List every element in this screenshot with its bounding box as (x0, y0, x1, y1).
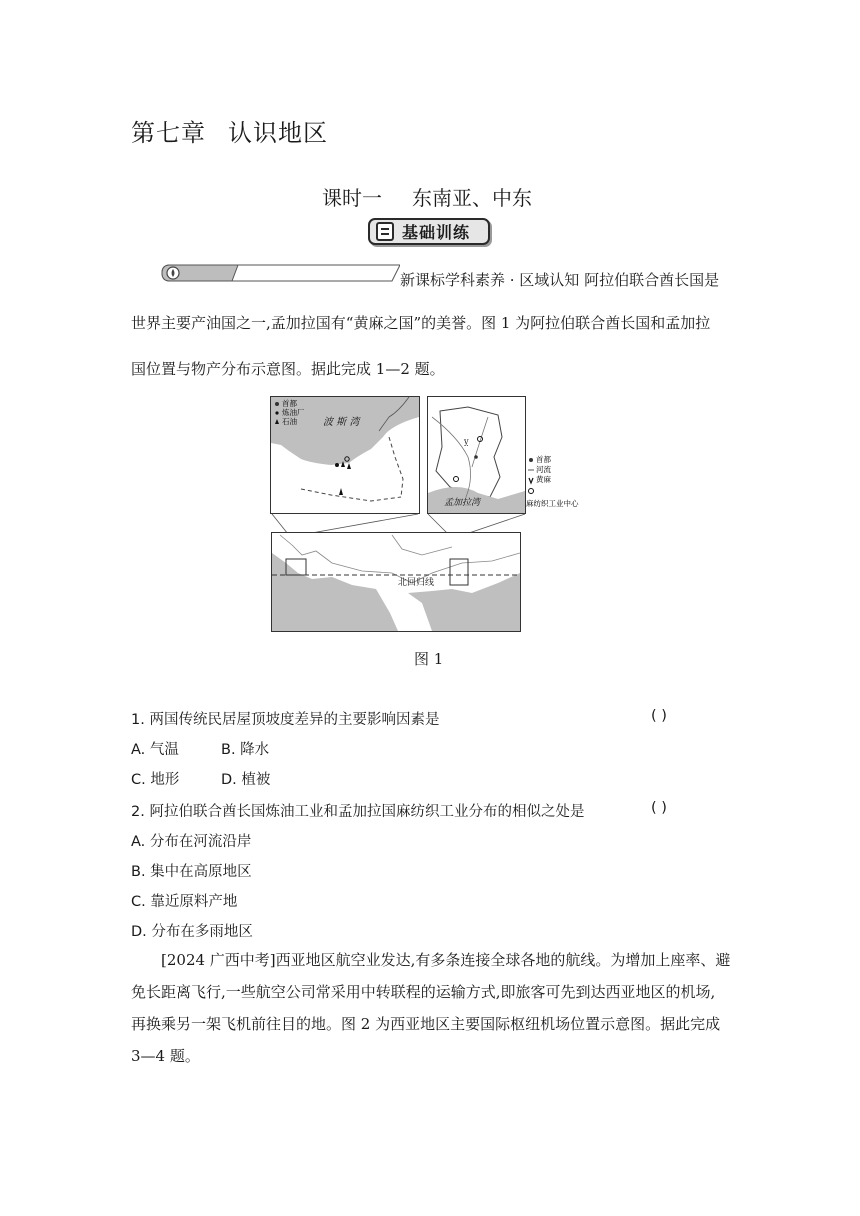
question2-option-c[interactable]: C. 靠近原料产地 (131, 894, 238, 910)
question1-option-c[interactable]: C. 地形 (131, 772, 180, 788)
overview-map (271, 532, 521, 632)
legend-jute: 黄麻 (536, 475, 551, 484)
intro2-line4: 3—4 题。 (131, 1047, 200, 1065)
svg-text:ỵ: ỵ (464, 437, 469, 446)
legend-river: 河流 (536, 465, 551, 474)
bangladesh-inset-map (427, 396, 526, 514)
question2-option-a[interactable]: A. 分布在河流沿岸 (131, 834, 252, 850)
lesson-title: 东南亚、中东 (412, 186, 532, 210)
tropic-label: 北回归线 (398, 578, 435, 588)
figure1-caption: 图 1 (414, 650, 444, 668)
intro1-line1: 新课标学科素养 · 区域认知 阿拉伯联合酋长国是 (400, 271, 720, 289)
legend-capital-bd: 首都 (536, 455, 551, 464)
chapter-heading (131, 113, 328, 148)
capital-legend-icon (529, 458, 533, 462)
chapter-title: 认识地区 (228, 119, 328, 147)
question2-answer-blank: ( ) (651, 800, 667, 816)
intro2-line1: [2024 广西中考]西亚地区航空业发达,有多条连接全球各地的航线。为增加上座率、避 (161, 951, 731, 969)
badge-text: 基础训练 (402, 223, 471, 242)
legend-capital: 首都 (282, 399, 297, 408)
question1-option-a[interactable]: A. 气温 (131, 742, 179, 758)
question1-option-d[interactable]: D. 植被 (221, 772, 271, 788)
bangladesh-legend (526, 454, 616, 514)
question2-option-b[interactable]: B. 集中在高原地区 (131, 864, 252, 880)
question2-stem: 2. 阿拉伯联合酋长国炼油工业和孟加拉国麻纺织工业分布的相似之处是 (131, 804, 585, 820)
legend-refinery: 炼油厂 (282, 408, 305, 417)
question1-option-b[interactable]: B. 降水 (221, 742, 270, 758)
question1-answer-blank: ( ) (651, 708, 667, 724)
decorative-bar (160, 262, 400, 284)
chapter-label: 第七章 (131, 119, 206, 147)
refinery-legend-icon (275, 411, 278, 414)
intro1-line3: 国位置与物产分布示意图。据此完成 1—2 题。 (131, 360, 445, 378)
textile-center-legend-icon (529, 489, 534, 494)
jute-legend-icon (529, 478, 533, 483)
question1-stem: 1. 两国传统民居屋顶坡度差异的主要影响因素是 (131, 712, 440, 728)
section-badge (368, 218, 490, 245)
uae-inset-map (270, 396, 420, 514)
bay-of-bengal-label: 孟加拉湾 (444, 498, 481, 508)
intro2-line3: 再换乘另一架飞机前往目的地。图 2 为西亚地区主要国际枢纽机场位置示意图。据此完成 (131, 1015, 721, 1033)
intro2-line2: 免长距离飞行,一些航空公司常采用中转联程的运输方式,即旅客可先到达西亚地区的机场, (131, 983, 716, 1001)
lesson-label: 课时一 (322, 186, 382, 210)
notebook-icon (376, 222, 394, 241)
capital-legend-icon (275, 402, 279, 406)
intro1-line2: 世界主要产油国之一,孟加拉国有“黄麻之国”的美誉。图 1 为阿拉伯联合酋长国和孟加拉 (131, 314, 711, 332)
legend-oil: 石油 (282, 417, 297, 426)
persian-gulf-label: 波 斯 湾 (323, 417, 360, 428)
question2-option-d[interactable]: D. 分布在多雨地区 (131, 924, 253, 940)
lesson-heading (322, 182, 532, 211)
legend-textile: 麻纺织工业中心 (526, 499, 579, 508)
